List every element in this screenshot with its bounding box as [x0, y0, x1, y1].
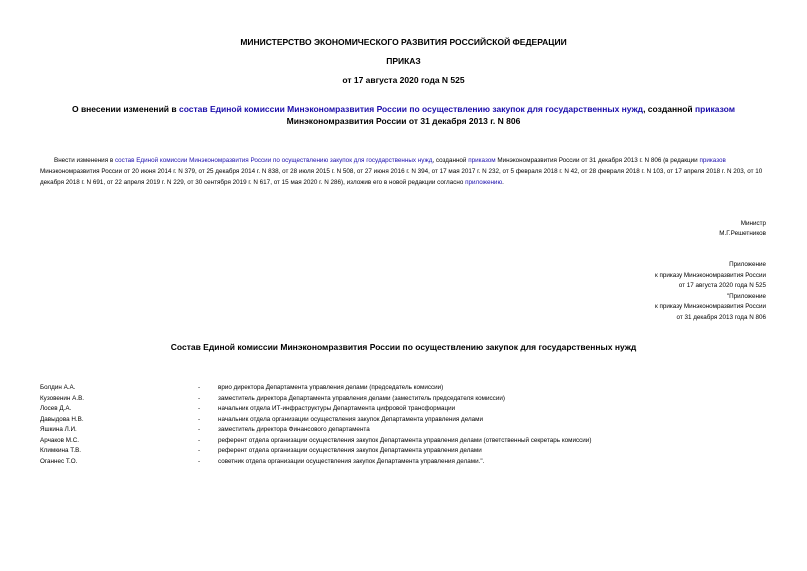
member-position: начальник отдела организации осуществления закупок Департамента управления делами [218, 415, 484, 423]
member-position: врио директора Департамента управления делами (председатель комиссии) [218, 384, 444, 391]
appendix-line: к приказу Минэкономразвития России [654, 303, 766, 310]
ministry-title: МИНИСТЕРСТВО ЭКОНОМИЧЕСКОГО РАЗВИТИЯ РОССИЙСКОЙ ФЕДЕРАЦИИ [240, 37, 567, 47]
doc-type: ПРИКАЗ [386, 56, 421, 66]
signature-block [719, 219, 766, 239]
member-position: начальник отдела ИТ-инфраструктуры Департамента цифровой трансформации [218, 405, 456, 412]
member-row [40, 436, 767, 447]
order-body [40, 155, 767, 189]
member-row [40, 404, 767, 415]
member-name: Климкина Т.В. [40, 447, 82, 454]
member-dash: - [198, 384, 201, 391]
body-text-3: Минэкономразвития России от 31 декабря 2013 г. N 806 (в редакции [495, 157, 700, 164]
member-position: заместитель директора Департамента управления делами (заместитель председателя комиссии) [218, 394, 505, 402]
member-name: Кузовенин А.В. [40, 394, 85, 402]
member-position: заместитель директора Финансового департамента [218, 426, 370, 433]
appendix-header [655, 260, 766, 323]
signature-title: Министр [740, 220, 766, 227]
appendix-line: от 31 декабря 2013 года N 806 [676, 313, 766, 321]
subject-link-order[interactable]: приказом [695, 104, 736, 114]
member-name: Яшкина Л.И. [40, 426, 77, 433]
body-link-orders[interactable]: приказов [699, 157, 726, 164]
member-name: Давыдова Н.В. [40, 415, 84, 423]
member-position: советник отдела организации осуществления закупок Департамента управления делами.". [218, 457, 485, 465]
member-row [40, 394, 767, 405]
member-dash: - [198, 436, 201, 444]
subject-text-3: Минэкономразвития России от 31 декабря 2013 г. N 806 [286, 116, 521, 126]
doc-date-number: от 17 августа 2020 года N 525 [342, 75, 465, 85]
member-row [40, 383, 767, 394]
body-link-appendix[interactable]: приложению [465, 179, 503, 187]
member-dash: - [198, 447, 201, 454]
member-row [40, 457, 767, 468]
appendix-line: Приложение [729, 261, 766, 268]
member-name: Оганнес Т.О. [40, 457, 78, 465]
member-dash: - [198, 405, 201, 412]
member-name: Лосев Д.А. [40, 405, 72, 412]
body-link-composition[interactable]: состав Единой комиссии Минэкономразвития России по осуществлению закупок для государственных нужд [114, 157, 433, 164]
member-dash: - [198, 457, 201, 465]
body-link-order[interactable]: приказом [468, 157, 496, 164]
body-text-4: Минэкономразвития России от 20 июня 2014 г. N 379, от 25 декабря 2014 г. N 838, от 28 июля 2015 г. N 508, от 27 июня 2016 г. N 394, от 17 мая 2017 г. N 232, от 5 февраля 2018 г. N 42, от 28 февраля 2018 г. N 103, от 17 апреля 2018 г. N 203, от 10 декабря 2018 г. N 691, от 22 апреля 2019 г. N 229, от 30 сентября 2019 г. N 617, от 15 мая 2020 г. N 286 [40, 168, 763, 187]
member-dash: - [198, 426, 201, 433]
member-row [40, 415, 767, 426]
member-position: референт отдела организации осуществления закупок Департамента управления делами [218, 447, 482, 454]
member-dash: - [198, 394, 201, 402]
subject-link-composition[interactable]: состав Единой комиссии Минэкономразвития России по осуществлению закупок для государственных нужд [178, 104, 644, 114]
appendix-line: к приказу Минэкономразвития России [654, 271, 766, 279]
body-text-2: , созданной [432, 157, 469, 164]
members-list [40, 383, 767, 467]
member-name: Арчаков М.С. [40, 436, 80, 444]
body-text-6: . [502, 179, 504, 187]
subject-text-2: , созданной [643, 104, 695, 114]
appendix-line: от 17 августа 2020 года N 525 [678, 282, 766, 289]
appendix-line: "Приложение [726, 292, 766, 300]
member-row [40, 425, 767, 436]
composition-title: Состав Единой комиссии Минэкономразвития России по осуществлению закупок для государственных нужд [170, 342, 637, 352]
member-name: Болдин А.А. [40, 384, 76, 391]
order-subject [40, 103, 767, 127]
body-text-5: ), изложив его в новой редакции согласно [341, 179, 466, 187]
subject-text-1: О внесении изменений в [71, 104, 179, 114]
body-text-1: Внести изменения в [54, 157, 115, 164]
signature-name: М.Г.Решетников [719, 230, 766, 237]
member-position: референт отдела организации осуществления закупок Департамента управления делами (ответственный секретарь комиссии) [218, 436, 592, 444]
member-row [40, 446, 767, 457]
member-dash: - [198, 415, 201, 423]
